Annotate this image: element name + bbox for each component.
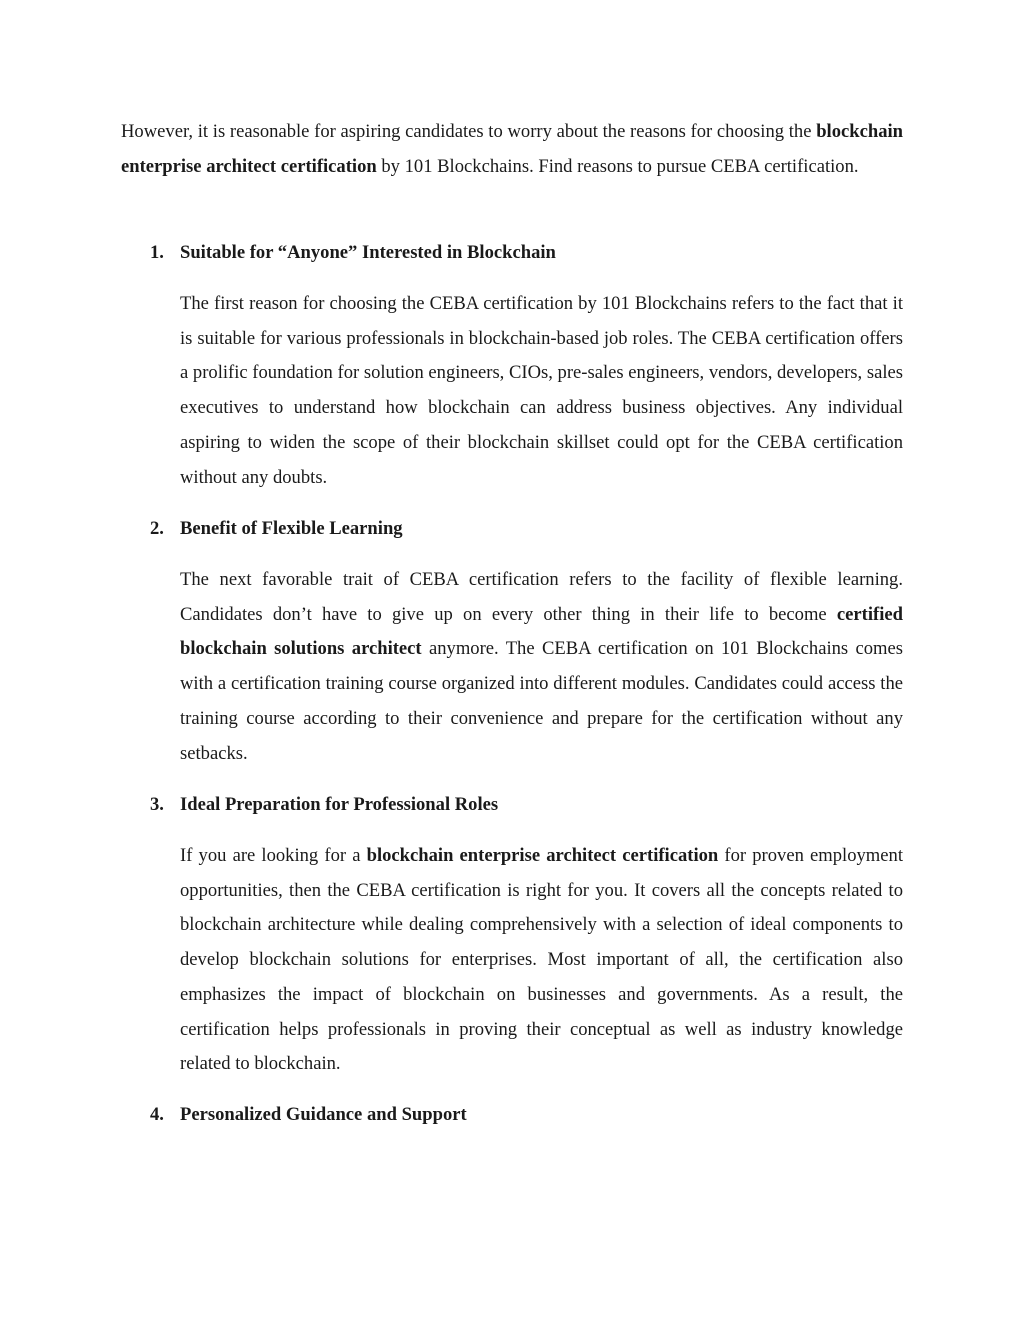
item-3-body bbox=[180, 839, 903, 1082]
intro-text-1: However, it is reasonable for aspiring candidates to worry about the reasons for choosing the bbox=[121, 121, 817, 142]
item-2-body bbox=[180, 563, 903, 771]
item-1-heading bbox=[150, 236, 903, 271]
item-1-title: Suitable for “Anyone” Interested in Blockchain bbox=[180, 242, 556, 263]
item-1-number: 1. bbox=[150, 242, 164, 263]
item-3-body-text-1: If you are looking for a bbox=[180, 845, 367, 866]
item-4-title: Personalized Guidance and Support bbox=[180, 1104, 467, 1125]
item-4-heading bbox=[150, 1098, 903, 1133]
intro-bold-keyword: blockchain enterprise architect certification bbox=[121, 121, 903, 177]
item-2-title: Benefit of Flexible Learning bbox=[180, 518, 403, 539]
item-3-heading bbox=[150, 788, 903, 823]
item-3-title: Ideal Preparation for Professional Roles bbox=[180, 794, 499, 815]
item-1-body bbox=[180, 287, 903, 495]
item-2-body-text-1: The next favorable trait of CEBA certification refers to the facility of flexible learning. Candidates don’t have to give up on every other thing in their life to become bbox=[180, 569, 903, 625]
item-2-number: 2. bbox=[150, 518, 164, 539]
intro-paragraph bbox=[121, 115, 903, 184]
item-2-heading bbox=[150, 512, 903, 547]
item-3-number: 3. bbox=[150, 794, 164, 815]
item-2-body-text-2: anymore. The CEBA certification on 101 Blockchains comes with a certification training course organized into different modules. Candidates could access the training course according to their convenience and prepare for the certification without any setbacks. bbox=[180, 638, 903, 764]
intro-text-2: by 101 Blockchains. Find reasons to pursue CEBA certification. bbox=[376, 155, 859, 177]
item-4-number: 4. bbox=[150, 1104, 164, 1125]
item-2-bold-keyword: certified blockchain solutions architect bbox=[180, 603, 903, 660]
item-1-body-text: The first reason for choosing the CEBA certification by 101 Blockchains refers to the fact that it is suitable for various professionals in blockchain-based job roles. The CEBA certification offers a prolific foundation for solution engineers, CIOs, pre-sales engineers, vendors, developers, sales executives to understand how blockchain can address business objectives. Any individual aspiring to widen the scope of their blockchain skillset could opt for the CEBA certification without any doubts. bbox=[180, 293, 903, 488]
item-3-body-text-2: for proven employment opportunities, then the CEBA certification is right for you. It covers all the concepts related to blockchain architecture while dealing comprehensively with a selection of ideal components to develop blockchain solutions for enterprises. Most important of all, the certification also emphasizes the impact of blockchain on businesses and governments. As a result, the certification helps professionals in proving their conceptual as well as industry knowledge related to blockchain. bbox=[180, 845, 903, 1075]
item-3-bold-keyword: blockchain enterprise architect certification bbox=[366, 845, 719, 866]
